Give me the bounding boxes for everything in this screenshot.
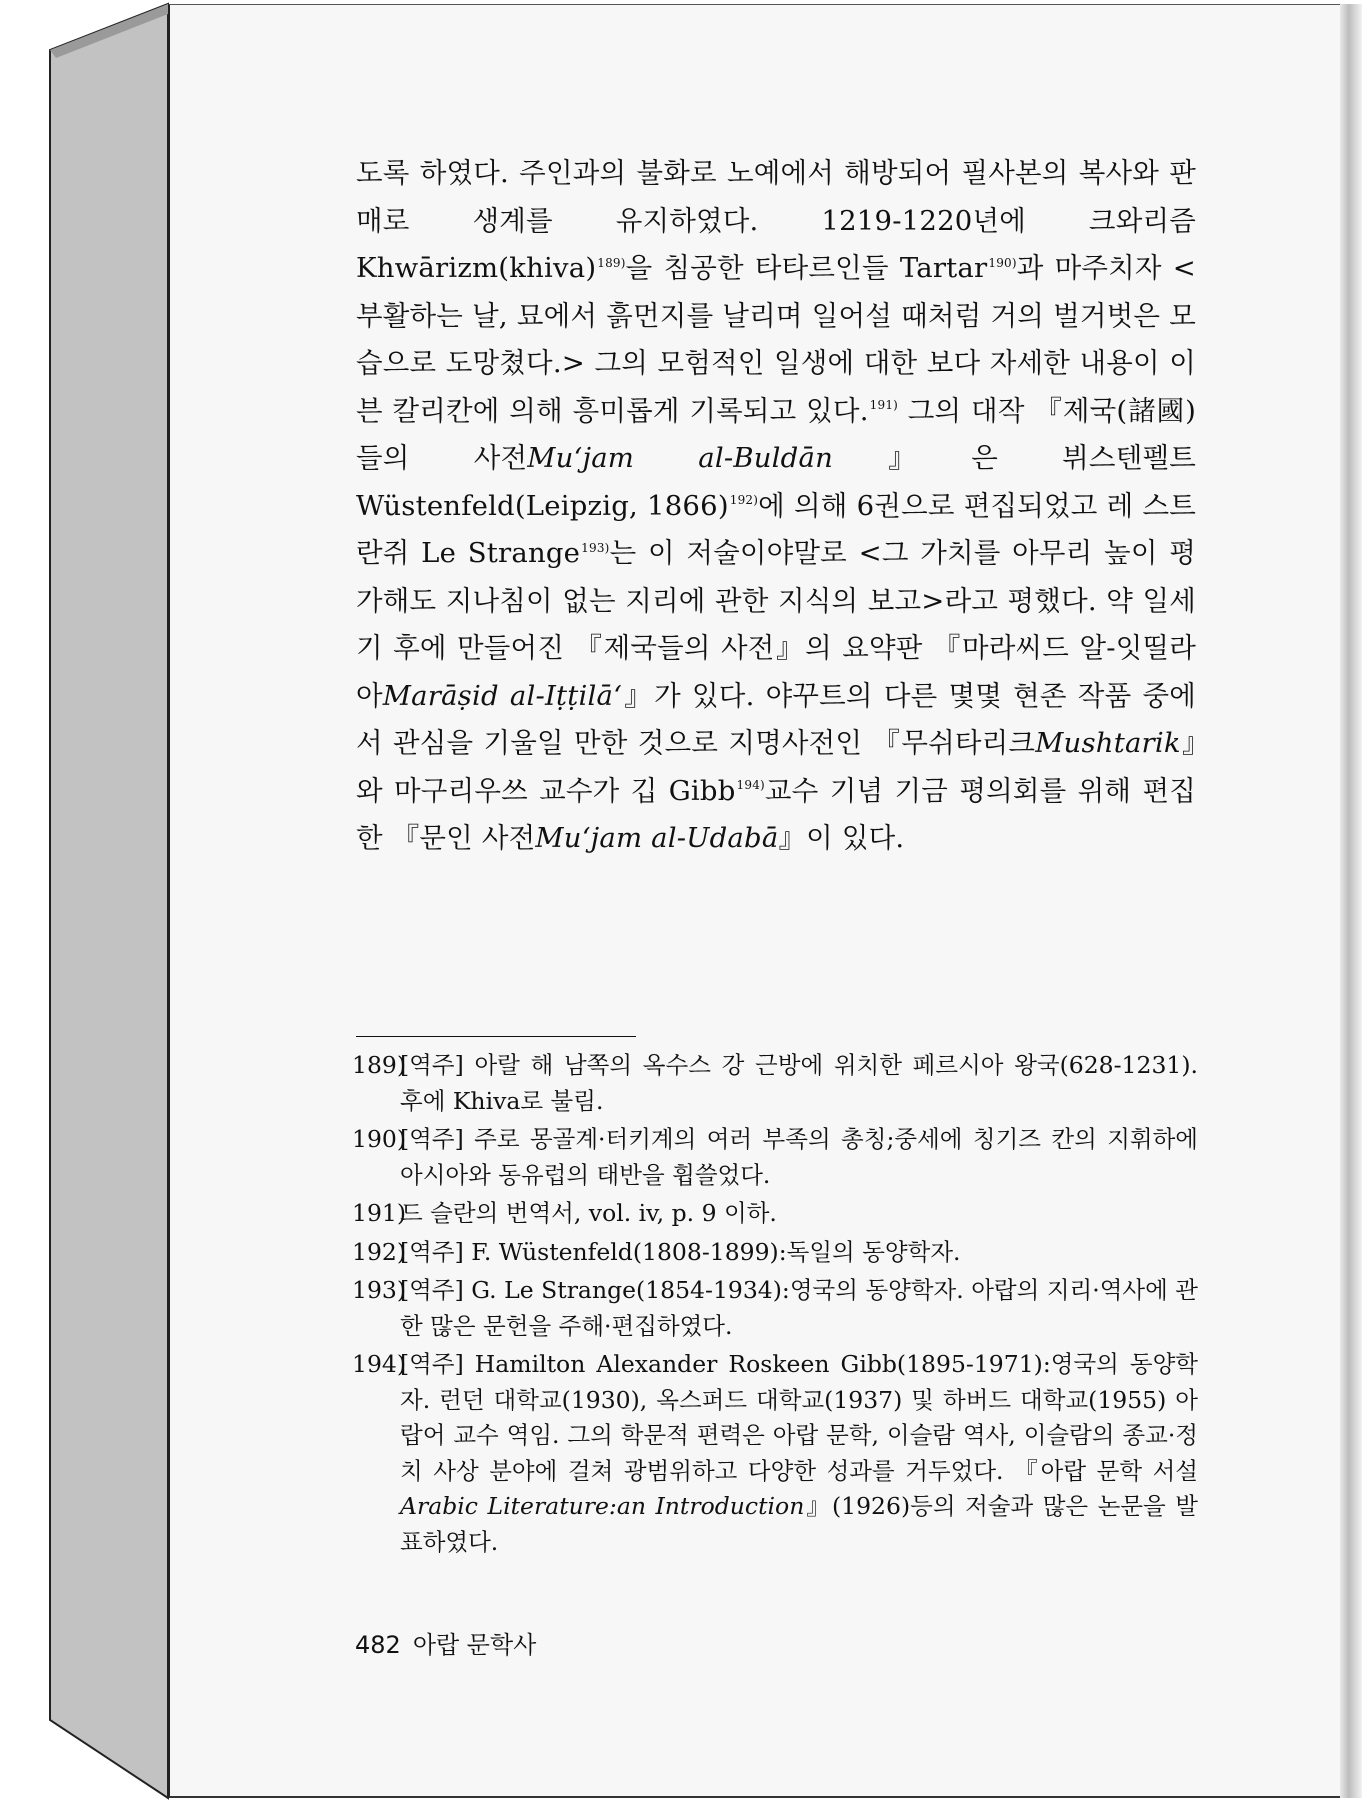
footnote-ref-191[interactable]: 191) xyxy=(869,398,899,413)
footnote-189 xyxy=(352,1048,1198,1119)
footnote-text-end: 』(1926)등의 저술과 많은 논문을 발표하였다. xyxy=(400,1492,1198,1556)
footnote-ref-189[interactable]: 189) xyxy=(597,255,626,270)
footnote-190 xyxy=(352,1122,1198,1193)
footnotes xyxy=(352,1048,1198,1563)
book-title-mushtarik: Mushtarik xyxy=(1035,727,1181,759)
footnote-ref-193[interactable]: 193) xyxy=(581,540,610,555)
main-paragraph xyxy=(356,150,1196,863)
footnote-text: [역주] F. Wüstenfeld(1808-1899):독일의 동양학자. xyxy=(400,1237,961,1266)
book-title-mujam-al-buldan: Mu‘jam al-Buldān xyxy=(527,442,833,474)
footnote-ref-194[interactable]: 194) xyxy=(736,778,765,793)
page-footer xyxy=(355,1625,548,1660)
footnote-number: 193) xyxy=(352,1276,407,1304)
footnote-ref-190[interactable]: 190) xyxy=(988,255,1017,270)
footnote-193 xyxy=(352,1273,1198,1344)
footnote-number: 190) xyxy=(352,1125,407,1153)
footnote-divider xyxy=(356,1036,636,1037)
book-title-marasid: Marāṣid al-Iṭṭilā‘ xyxy=(382,679,623,712)
footnote-text: 드 슬란의 번역서, vol. iv, p. 9 이하. xyxy=(400,1199,777,1227)
page-edge xyxy=(1340,4,1362,1798)
footnote-number: 192) xyxy=(352,1237,407,1266)
footnote-ref-192[interactable]: 192) xyxy=(729,493,759,508)
book-title-mujam-al-udaba: Mu‘jam al-Udabā xyxy=(535,822,779,854)
footnote-194 xyxy=(352,1347,1198,1560)
footnote-number: 194) xyxy=(352,1350,407,1378)
page-number: 482 xyxy=(355,1631,401,1659)
running-title: 아랍 문학사 xyxy=(412,1631,537,1659)
footnote-number: 191) xyxy=(352,1199,407,1227)
footnote-text: [역주] Hamilton Alexander Roskeen Gibb(1895-1971):영국의 동양학자. 런던 대학교(1930), 옥스퍼드 대학교(1937) 및 하버드 대학교(1955) 아랍어 교수 역임. 그의 학문적 편력은 아랍 문학, 이슬람 역사, 이슬람의 종교·정치 사상 분야에 걸쳐 광범위하고 다양한 성과를 거두었다. 『아랍 문학 서설 xyxy=(400,1350,1198,1485)
footnote-text: [역주] G. Le Strange(1854-1934):영국의 동양학자. 아랍의 지리·역사에 관한 많은 문헌을 주해·편집하였다. xyxy=(400,1276,1198,1340)
footnote-text: [역주] 주로 몽골계·터키계의 여러 부족의 총칭;중세에 칭기즈 칸의 지휘하에 아시아와 동유럽의 태반을 휩쓸었다. xyxy=(400,1125,1198,1189)
footnote-191 xyxy=(352,1196,1198,1232)
paragraph-1: 도록 하였다. 주인과의 불화로 노예에서 해방되어 필사본의 복사와 판매로 생계를 유지하였다. 1219-1220년에 크와리즘 Khwārizm(khiva)$^{189)}$을 침공한 타타르인들 Tartar$^{190)}$과 마주치자 <부활하는 날, 묘에서 흙먼지를 날리며 일어설 때처럼 거의 벌거벗은 모습으로 도망쳤다.> 그의 모험적인 일생에 대한 보다 자세한 내용이 이븐 칼리칸에 의해 흥미롭게 기록되고 있다.$^{191)}$ 그의 대작 『제국(諸國)들의 사전Mu‘jam al-Buldān』은 뷔스텐펠트 Wüstenfeld(Leipzig, 1866)$^{192)}$에 의해 6권으로 편집되었고 레 스트란쥐 Le Strange$^{193)}$는 이 저술이야말로 <그 가치를 아무리 높이 평가해도 지나침이 없는 지리에 관한 지식의 보고>라고 평했다. 약 일세기 후에 만들어진 『제국들의 사전』의 요약판 『마라씨드 알-잇띨라아Marāṣid al-Iṭṭilā‘』가 있다. 야꾸트의 다른 몇몇 현존 작품 중에서 관심을 기울일 만한 것으로 지명사전인 『무쉬타리크Mushtarik』와 마구리우쓰 교수가 깁 Gibb$^{194)}$교수 기념 기금 평의회를 위해 편집한 『문인 사전Mu‘jam al-Udabā』이 있다. xyxy=(356,157,1197,854)
footnote-number: 189) xyxy=(352,1051,407,1079)
footnote-192 xyxy=(352,1235,1198,1271)
footnote-text: [역주] 아랄 해 남쪽의 옥수스 강 근방에 위치한 페르시아 왕국(628-1231). 후에 Khiva로 불림. xyxy=(400,1051,1198,1115)
book-title-arabic-literature: Arabic Literature:an Introduction xyxy=(400,1492,805,1520)
